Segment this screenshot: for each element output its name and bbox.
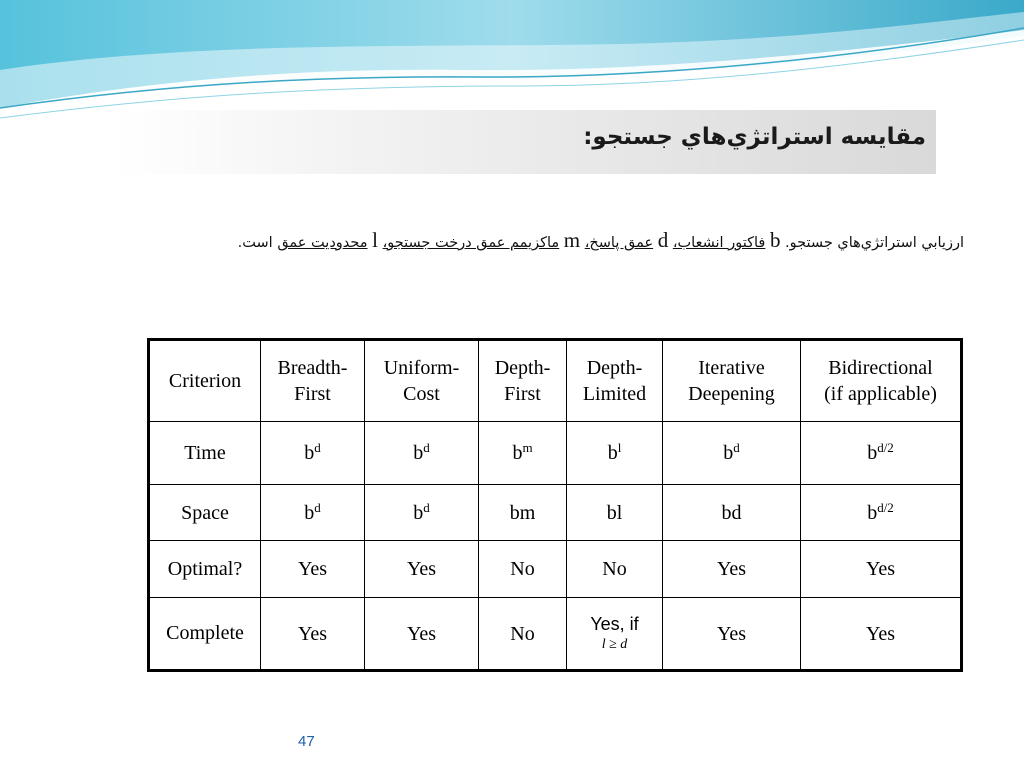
table-row bbox=[149, 541, 962, 598]
table-cell: bl bbox=[567, 485, 663, 541]
symbol-l: l bbox=[372, 228, 378, 252]
row-label: Space bbox=[149, 485, 261, 541]
table-cell: $b^{d/2}$ bbox=[801, 422, 962, 485]
slide-title: مقايسه استراتژي‌هاي جستجو: bbox=[583, 124, 926, 150]
table-cell: No bbox=[567, 541, 663, 598]
table-cell: $b^l$ bbox=[567, 422, 663, 485]
table-cell: $b^d$ bbox=[365, 485, 479, 541]
l-description: محدوديت عمق bbox=[277, 235, 368, 251]
d-description: عمق پاسخ، bbox=[584, 235, 654, 251]
table-row bbox=[149, 422, 962, 485]
table-cell: bm bbox=[479, 485, 567, 541]
table-row bbox=[149, 485, 962, 541]
header-row bbox=[149, 340, 962, 422]
table-cell: Yes bbox=[261, 598, 365, 671]
table-cell: Yes bbox=[663, 541, 801, 598]
table-cell: $b^m$ bbox=[479, 422, 567, 485]
title-bar bbox=[115, 110, 936, 174]
header-cell: Criterion bbox=[149, 340, 261, 422]
table-cell: $b^d$ bbox=[261, 422, 365, 485]
symbol-d: d bbox=[657, 228, 669, 252]
conditional-yes: Yes, if bbox=[590, 613, 639, 634]
table-cell bbox=[567, 598, 663, 671]
b-description: فاکتور انشعاب، bbox=[672, 235, 766, 251]
m-description: ماکزيمم عمق درخت جستجو، bbox=[382, 235, 560, 251]
header-cell: Breadth- First bbox=[261, 340, 365, 422]
intro-paragraph bbox=[64, 228, 964, 253]
row-label: Complete bbox=[149, 598, 261, 671]
table-cell: Yes bbox=[365, 598, 479, 671]
table-row bbox=[149, 598, 962, 671]
header-cell: Depth- First bbox=[479, 340, 567, 422]
search-strategy-comparison-table bbox=[147, 338, 963, 672]
table-cell: Yes bbox=[261, 541, 365, 598]
page-number: 47 bbox=[298, 733, 315, 750]
table-cell: $b^d$ bbox=[663, 422, 801, 485]
header-cell: Uniform- Cost bbox=[365, 340, 479, 422]
intro-end: است. bbox=[237, 235, 273, 251]
table-cell: bd bbox=[663, 485, 801, 541]
table-cell: $b^d$ bbox=[261, 485, 365, 541]
table-cell: $b^d$ bbox=[365, 422, 479, 485]
table-cell: Yes bbox=[365, 541, 479, 598]
header-cell: Bidirectional (if applicable) bbox=[801, 340, 962, 422]
header-cell: Iterative Deepening bbox=[663, 340, 801, 422]
table-cell: No bbox=[479, 598, 567, 671]
symbol-b: b bbox=[769, 228, 781, 252]
intro-lead: ارزيابي استراتژي‌هاي جستجو. bbox=[785, 235, 964, 251]
table-cell: No bbox=[479, 541, 567, 598]
table-cell: Yes bbox=[801, 598, 962, 671]
table-cell: $b^{d/2}$ bbox=[801, 485, 962, 541]
header-cell: Depth- Limited bbox=[567, 340, 663, 422]
row-label: Optimal? bbox=[149, 541, 261, 598]
symbol-m: m bbox=[563, 228, 581, 252]
condition-text: l ≥ d bbox=[601, 637, 628, 653]
row-label: Time bbox=[149, 422, 261, 485]
table-cell: Yes bbox=[663, 598, 801, 671]
table-cell: Yes bbox=[801, 541, 962, 598]
